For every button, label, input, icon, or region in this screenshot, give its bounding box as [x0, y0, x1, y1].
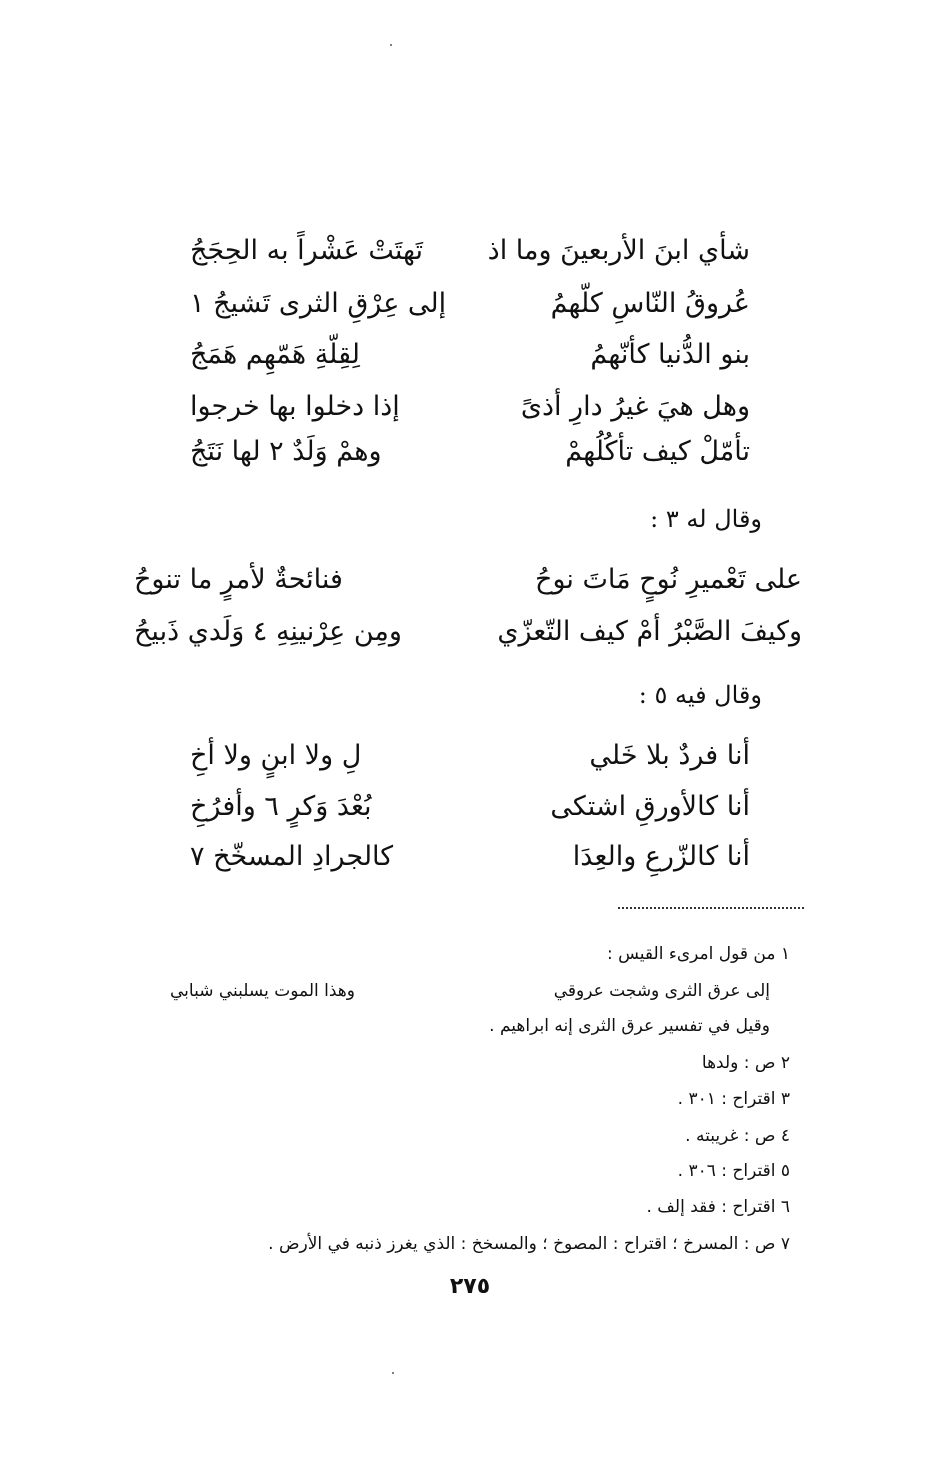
verse-line	[190, 793, 750, 820]
verse-first-hemistich: أنا كالزّرعِ والعِدَا	[572, 841, 750, 872]
footnote-3: ٣ اقتراح : ٣٠١ .	[677, 1089, 790, 1109]
verse-line	[190, 438, 750, 465]
verse-first-hemistich: وهل هيَ غيرُ دارِ أذىً	[520, 391, 750, 422]
footnote-divider	[618, 907, 804, 909]
quote-first-hemistich: إلى عرق الثرى وشجت عروقي	[553, 981, 770, 1001]
verse-second-hemistich: لِقِلّةِ هَمّهِم هَمَجُ	[190, 339, 361, 370]
verse-line	[190, 290, 750, 317]
scan-speck	[392, 1372, 394, 1374]
poem-intro: وقال فيه ٥ :	[638, 681, 762, 709]
verse-second-hemistich: فنائحةٌ لأمرٍ ما تنوحُ	[134, 564, 343, 595]
footnote-7: ٧ ص : المسرخ ؛ اقتراح : المصوخ ؛ والمسخخ : الذي يغرز ذنبه في الأرض .	[268, 1234, 790, 1254]
verse-line	[190, 742, 750, 769]
footnote-5: ٥ اقتراح : ٣٠٦ .	[677, 1161, 790, 1181]
verse-first-hemistich: تأمّلْ كيف تأكُلُهمْ	[565, 436, 750, 467]
footnote-1-quote	[170, 981, 770, 1001]
footnote-6: ٦ اقتراح : فقد إلف .	[646, 1197, 790, 1217]
verse-line	[134, 566, 802, 593]
verse-first-hemistich: على تَعْميرِ نُوحٍ مَاتَ نوحُ	[535, 564, 802, 595]
verse-first-hemistich: شأي ابنَ الأربعينَ وما اذ	[487, 235, 750, 266]
footnote-2: ٢ ص : ولدها	[701, 1053, 790, 1073]
footnote-1: ١ من قول امرىء القيس :	[606, 944, 790, 964]
verse-first-hemistich: أنا كالأورقِ اشتكى	[550, 791, 750, 822]
verse-line	[190, 237, 750, 264]
verse-second-hemistich: ومِن عِرْنينِهِ ٤ وَلَدي ذَبيحُ	[134, 616, 402, 647]
page-number: ٢٧٥	[449, 1274, 491, 1299]
verse-line	[190, 341, 750, 368]
verse-second-hemistich: تَهتَتْ عَشْراً به الحِجَجُ	[190, 235, 423, 266]
footnote-1-note: وقيل في تفسير عرق الثرى إنه ابراهيم .	[489, 1016, 770, 1036]
verse-line	[190, 843, 750, 870]
verse-line	[134, 618, 802, 645]
verse-second-hemistich: لِ ولا ابنٍ ولا أخِ	[190, 740, 362, 771]
footnote-4: ٤ ص : غريبته .	[685, 1126, 790, 1146]
verse-second-hemistich: وهمْ وَلَدٌ ٢ لها نَتَجُ	[190, 436, 382, 467]
verse-first-hemistich: بنو الدُّنيا كأنّهمُ	[590, 339, 750, 370]
scan-speck	[390, 44, 392, 46]
verse-second-hemistich: إلى عِرْقِ الثرى تَشيجُ ١	[190, 288, 447, 319]
poem-intro: وقال له ٣ :	[650, 505, 762, 533]
verse-first-hemistich: أنا فردٌ بلا خَلي	[589, 740, 750, 771]
verse-line	[190, 393, 750, 420]
verse-second-hemistich: بُعْدَ وَكرٍ ٦ وأفرُخِ	[190, 791, 372, 822]
verse-second-hemistich: إذا دخلوا بها خرجوا	[190, 391, 400, 422]
verse-first-hemistich: وكيفَ الصَّبْرُ أمْ كيف التّعزّي	[497, 616, 802, 647]
verse-second-hemistich: كالجرادِ المسخّخ ٧	[190, 841, 394, 872]
quote-second-hemistich: وهذا الموت يسلبني شبابي	[170, 981, 355, 1001]
verse-first-hemistich: عُروقُ النّاسِ كلّهمُ	[550, 288, 750, 319]
